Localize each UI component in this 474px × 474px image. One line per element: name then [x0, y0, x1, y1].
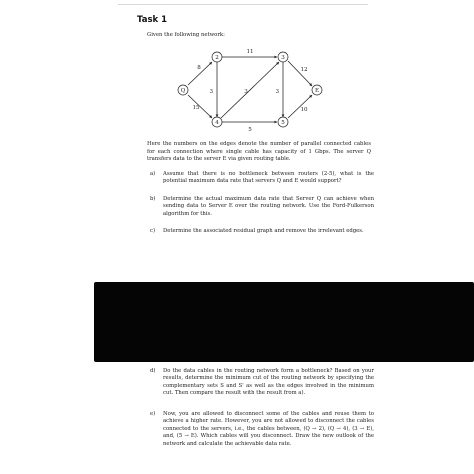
weight-3-E: 12 — [300, 67, 308, 73]
node-3 — [278, 52, 288, 62]
network-edges — [188, 57, 312, 122]
description-paragraph: Here the numbers on the edges denote the number of parallel connected cables for each connection where single cable has capacity of 1 Gbps. The server Q transfers data to the server E via given routing table. — [147, 141, 371, 162]
svg-text:E: E — [314, 88, 320, 94]
question-text: Determine the associated residual graph and remove the irrelevant edges. — [163, 228, 364, 234]
question-text: Do the data cables in the routing network form a bottleneck? Based on your results, determine the minimum cut of the routing network by specifying the complementary sets S and S' as well as the edges involved in the minimum cut. Then compare the result with the result from a). — [163, 368, 374, 397]
network-diagram — [170, 44, 330, 136]
question-text: Assume that there is no bottleneck between routers (2-5), what is the potential maximum data rate that servers Q and E would support? — [163, 171, 374, 185]
weight-3-5: 3 — [275, 89, 279, 95]
svg-text:4: 4 — [215, 120, 219, 126]
svg-text:5: 5 — [281, 120, 285, 126]
edge-4-3 — [221, 62, 279, 118]
intro-text: Given the following network: — [147, 32, 225, 38]
node-2 — [212, 52, 222, 62]
weight-2-3: 11 — [246, 49, 254, 55]
question-d — [150, 368, 374, 398]
node-E — [312, 85, 322, 95]
svg-text:3: 3 — [281, 55, 285, 61]
question-label: a) — [150, 171, 156, 177]
node-5 — [278, 117, 288, 127]
question-label: c) — [150, 228, 156, 234]
weight-Q-2: 8 — [197, 65, 201, 71]
node-4 — [212, 117, 222, 127]
svg-text:Q: Q — [180, 88, 186, 94]
question-label: d) — [150, 368, 156, 374]
weight-5-E: 10 — [300, 107, 308, 113]
top-rule — [118, 4, 368, 5]
question-text: Determine the actual maximum data rate that Server Q can achieve when sending data to Server E over the routing network. Use the Ford-Fulkerson algorithm for this. — [163, 196, 374, 217]
node-Q — [178, 85, 188, 95]
question-label: e) — [150, 411, 156, 417]
question-a — [150, 171, 374, 186]
weight-Q-4: 15 — [192, 105, 200, 111]
edge-3-E — [288, 61, 312, 86]
question-text: Now, you are allowed to disconnect some of the cables and reuse them to achieve a higher rate. However, you are not allowed to disconnect the cables connected to the servers, i.e., the cables between, (Q → 2), (Q → 4), (3 → E), and, (5 → E). Which cables will you disconnect. Draw the new outlook of the network and calculate the achievable data rate. — [163, 411, 374, 447]
question-b — [150, 196, 374, 218]
weight-4-5: 5 — [248, 127, 252, 133]
weight-4-3: 3 — [244, 89, 248, 95]
svg-text:2: 2 — [215, 55, 219, 61]
task-title: Task 1 — [137, 15, 168, 25]
question-label: b) — [150, 196, 156, 202]
redaction-block — [94, 282, 474, 362]
question-c — [150, 228, 374, 235]
weight-2-4: 3 — [209, 89, 213, 95]
edge-weights — [192, 49, 308, 133]
question-e — [150, 411, 374, 448]
